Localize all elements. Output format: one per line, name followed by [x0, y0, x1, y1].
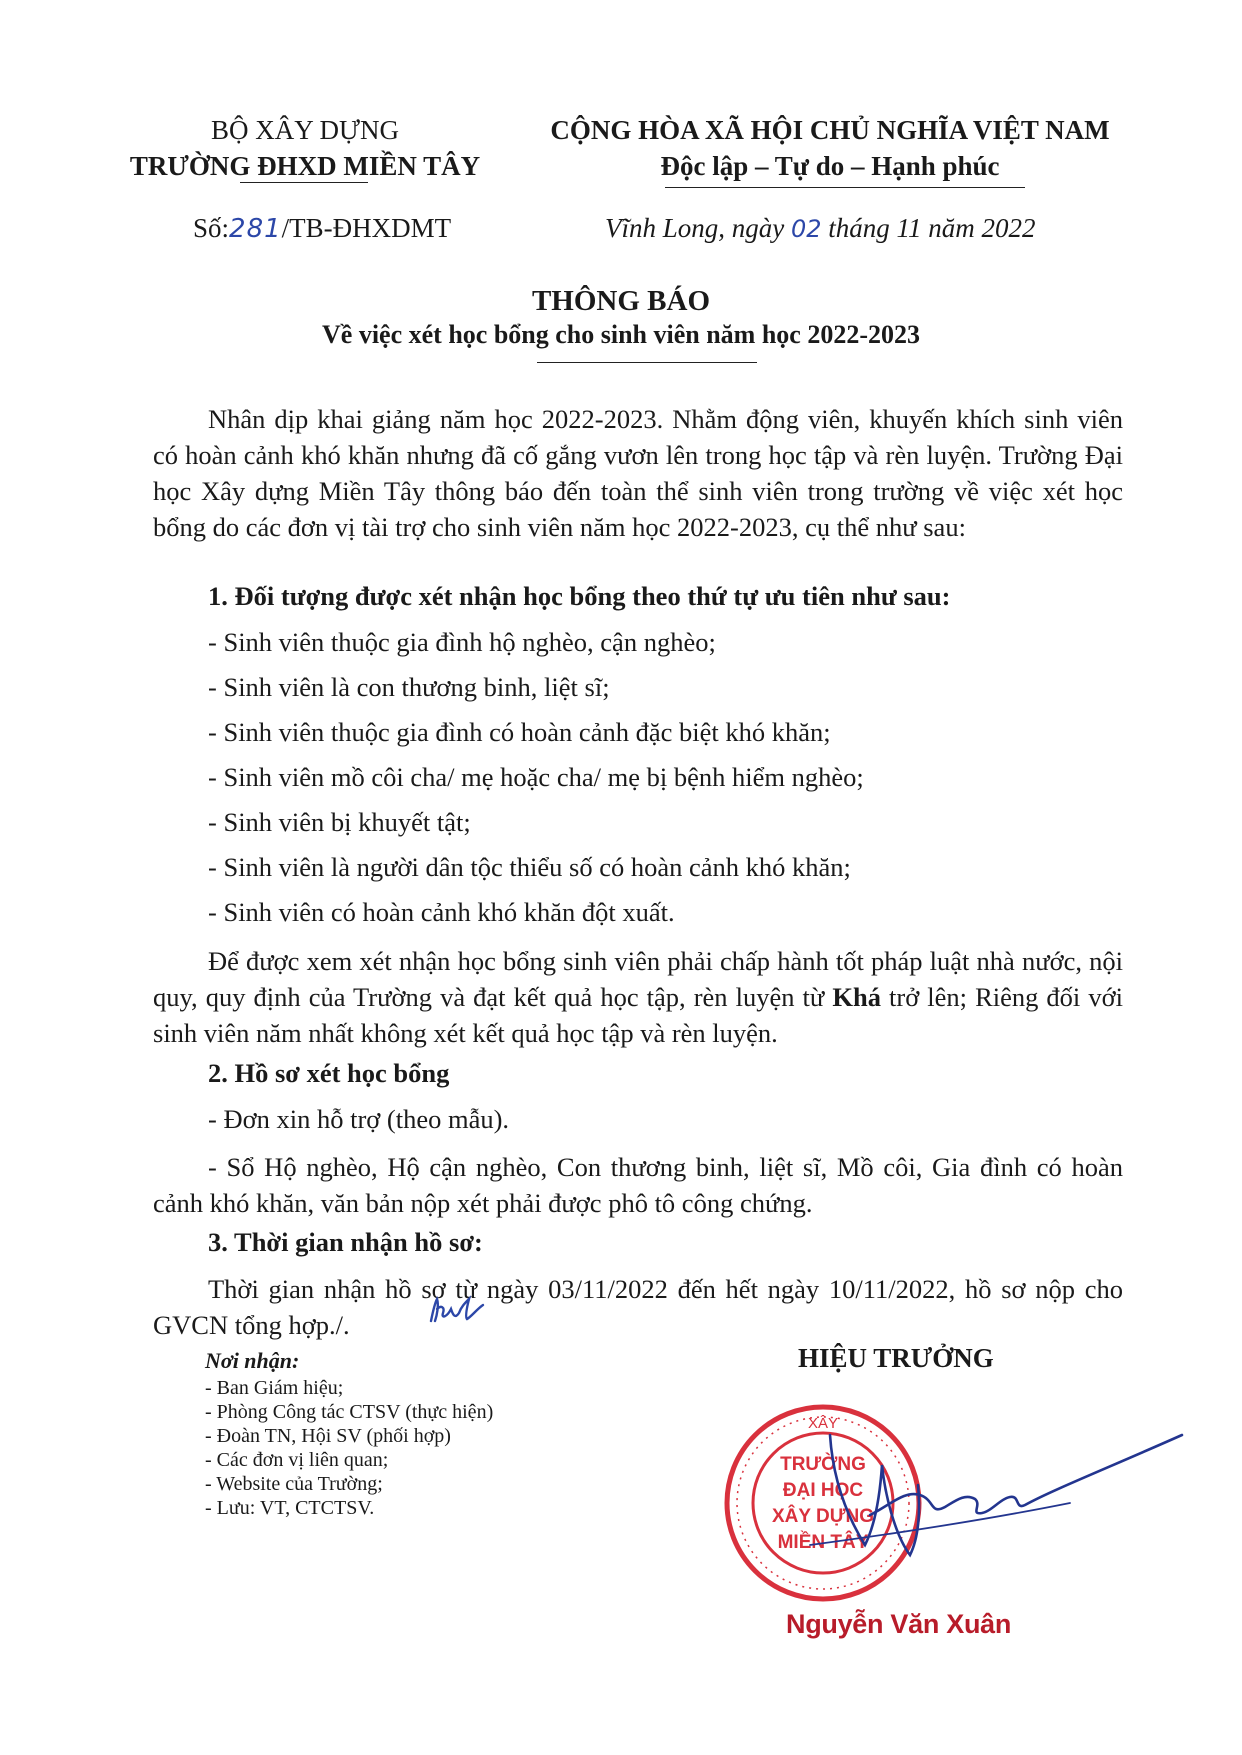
date-prefix: Vĩnh Long, ngày: [605, 213, 791, 243]
recipient-item: - Đoàn TN, Hội SV (phối hợp): [205, 1425, 451, 1447]
nation-name: CỘNG HÒA XÃ HỘI CHỦ NGHĨA VIỆT NAM: [550, 115, 1110, 145]
svg-text:XÂY DỰNG: XÂY DỰNG: [772, 1506, 874, 1527]
eligibility-note: [153, 943, 1123, 1051]
issuer-underline: [240, 182, 368, 183]
handwritten-signature: [770, 1395, 1190, 1585]
motto: Độc lập – Tự do – Hạnh phúc: [660, 151, 1000, 181]
ministry-name: BỘ XÂY DỰNG: [211, 115, 399, 145]
list-item: - Sinh viên có hoàn cảnh khó khăn đột xuất.: [208, 897, 675, 927]
document-number: [193, 213, 451, 244]
date-suffix: tháng 11 năm 2022: [821, 213, 1036, 243]
document-subtitle: Về việc xét học bổng cho sinh viên năm học 2022-2023: [322, 320, 920, 349]
recipient-item: - Lưu: VT, CTCTSV.: [205, 1497, 375, 1519]
svg-text:MIỀN TÂY: MIỀN TÂY: [777, 1532, 869, 1553]
issuer-block: [120, 112, 490, 184]
recipients-title: Nơi nhận:: [205, 1348, 300, 1373]
list-item: - Sinh viên mồ côi cha/ mẹ hoặc cha/ mẹ bị bệnh hiểm nghèo;: [208, 762, 864, 792]
document-title: THÔNG BÁO: [531, 285, 711, 317]
signer-role: HIỆU TRƯỞNG: [798, 1343, 994, 1373]
list-item: - Sinh viên thuộc gia đình hộ nghèo, cận nghèo;: [208, 627, 716, 657]
svg-text:XÂY: XÂY: [807, 1415, 839, 1432]
svg-text:ĐẠI HỌC: ĐẠI HỌC: [782, 1480, 864, 1501]
recipient-item: - Website của Trường;: [205, 1473, 383, 1495]
date-day-handwritten: 02: [791, 215, 822, 243]
note-bold: Khá: [832, 982, 881, 1012]
doc-no-suffix: /TB-ĐHXDMT: [281, 213, 452, 243]
section-2-heading: 2. Hồ sơ xét học bổng: [208, 1058, 450, 1088]
handwritten-initials: [427, 1295, 487, 1327]
signer-name: Nguyễn Văn Xuân: [786, 1609, 1012, 1639]
recipient-item: - Phòng Công tác CTSV (thực hiện): [205, 1401, 494, 1423]
motto-underline: [665, 187, 1025, 188]
note-after: trở lên; Riêng đối với sinh viên năm nhất không xét kết quả học tập và rèn luyện.: [153, 982, 1123, 1048]
list-item: - Sinh viên thuộc gia đình có hoàn cảnh đặc biệt khó khăn;: [208, 717, 831, 747]
doc-no-handwritten: 281: [229, 214, 282, 244]
doc-no-prefix: Số:: [193, 213, 230, 243]
note-before: Để được xem xét nhận học bổng sinh viên phải chấp hành tốt pháp luật nhà nước, nội quy, quy định của Trường và đạt kết quả học tập, rèn luyện từ: [153, 946, 1123, 1012]
list-item: - Sinh viên là người dân tộc thiểu số có hoàn cảnh khó khăn;: [208, 852, 851, 882]
national-header: [545, 112, 1115, 184]
intro-paragraph: Nhân dịp khai giảng năm học 2022-2023. Nhằm động viên, khuyến khích sinh viên có hoàn cảnh khó khăn nhưng đã cố gắng vươn lên trong học tập và rèn luyện. Trường Đại học Xây dựng Miền Tây thông báo đến toàn thể sinh viên trong trường về việc xét học bổng do các đơn vị tài trợ cho sinh viên năm học 2022-2023, cụ thể như sau:: [153, 404, 1123, 542]
list-item: - Sổ Hộ nghèo, Hộ cận nghèo, Con thương binh, liệt sĩ, Mồ côi, Gia đình có hoàn cảnh khó khăn, văn bản nộp xét phải được phô tô công chứng.: [153, 1152, 1123, 1218]
recipient-item: - Ban Giám hiệu;: [205, 1377, 344, 1399]
section-3-text: Thời gian nhận hồ sơ từ ngày 03/11/2022 đến hết ngày 10/11/2022, hồ sơ nộp cho GVCN tổng hợp./.: [153, 1274, 1123, 1340]
recipient-item: - Các đơn vị liên quan;: [205, 1449, 389, 1471]
section-1-heading: 1. Đối tượng được xét nhận học bổng theo thứ tự ưu tiên như sau:: [208, 581, 951, 611]
svg-text:TRƯỜNG: TRƯỜNG: [780, 1454, 866, 1475]
list-item: - Sinh viên là con thương binh, liệt sĩ;: [208, 672, 610, 702]
subtitle-underline: [537, 362, 757, 363]
list-item: - Sinh viên bị khuyết tật;: [208, 807, 471, 837]
section-3-heading: 3. Thời gian nhận hồ sơ:: [208, 1227, 483, 1257]
school-name: TRƯỜNG ĐHXD MIỀN TÂY: [129, 151, 481, 181]
list-item: - Đơn xin hỗ trợ (theo mẫu).: [208, 1104, 510, 1134]
date-line: [605, 213, 1036, 244]
